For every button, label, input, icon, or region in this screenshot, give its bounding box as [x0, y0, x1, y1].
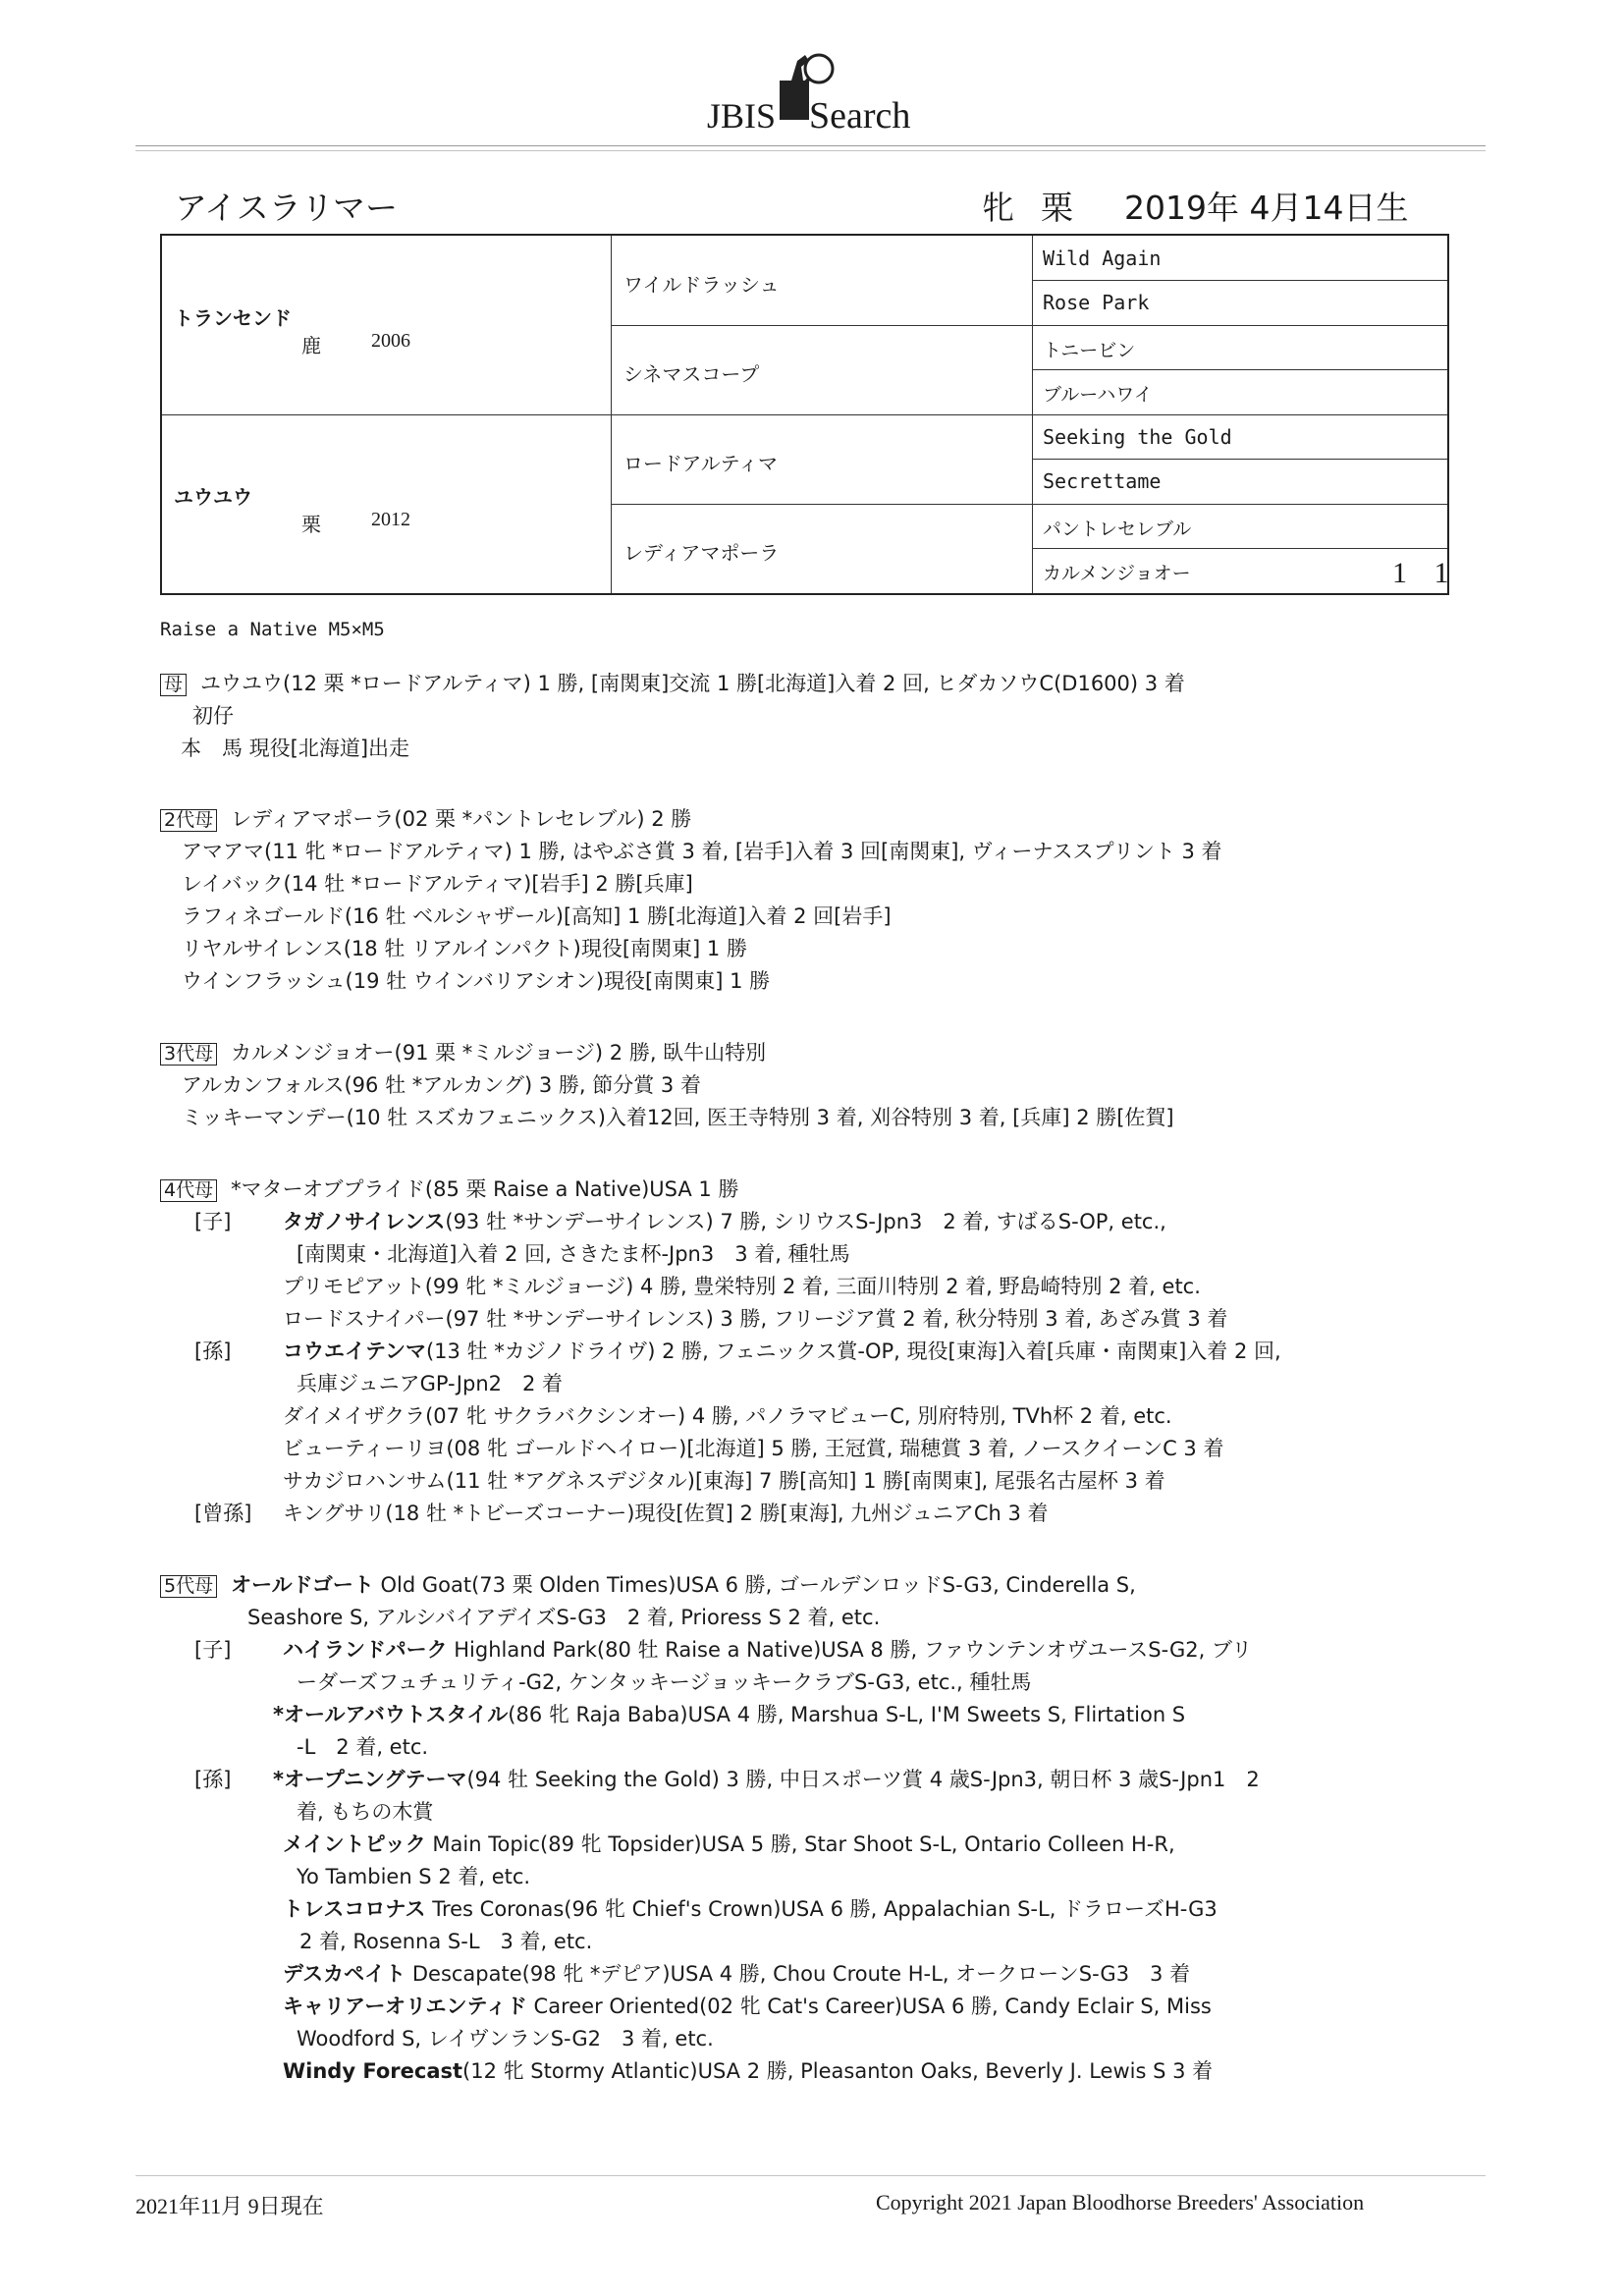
pedigree-gen3: Secrettame	[1043, 469, 1162, 493]
family-gen5-line: ハイランドパーク Highland Park(80 牡 Raise a Native)USA 8 勝, ファウンテンオヴユースS-G2, ブリ	[283, 1638, 1253, 1662]
logo-wordmark	[707, 94, 910, 137]
family-gen4-line: コウエイテンマ(13 牡 *カジノドライヴ) 2 勝, フェニックス賞-OP, 現役[東海]入着[兵庫・南関東]入着 2 回,	[283, 1339, 1281, 1363]
family-gen4-line: *マターオブプライド(85 栗 Raise a Native)USA 1 勝	[231, 1177, 739, 1201]
pedigree-gen3: Rose Park	[1043, 291, 1150, 314]
pedigree-gen2: ロードアルティマ	[623, 452, 778, 475]
header-rule-2	[135, 150, 1486, 151]
pedigree-mark: 1 1	[1392, 557, 1459, 589]
horse-name-bold: コウエイテンマ	[283, 1339, 426, 1363]
family-gen5-line: メイントピック Main Topic(89 牝 Topsider)USA 5 勝, Star Shoot S-L, Ontario Colleen H-R,	[283, 1832, 1175, 1856]
family-gen3-line: カルメンジョオー(91 栗 *ミルジョージ) 2 勝, 臥牛山特別	[231, 1041, 767, 1065]
horse-name-bold: トレスコロナス	[283, 1897, 426, 1921]
family-dam-line: 本 馬 現役[北海道]出走	[181, 737, 410, 760]
family-dam-line: ユウユウ(12 栗 *ロードアルティマ) 1 勝, [南関東]交流 1 勝[北海道]入着 2 回, ヒダカソウC(D1600) 3 着	[200, 672, 1185, 695]
family-gen4-label: [孫]	[194, 1339, 232, 1363]
family-gen5-line: *オールアバウトスタイル(86 牝 Raja Baba)USA 4 勝, Marshua S-L, I'M Sweets S, Flirtation S	[273, 1703, 1186, 1726]
horse-name-bold: デスカペイト	[283, 1962, 406, 1986]
pedigree-gen3: カルメンジョオー	[1043, 563, 1191, 584]
family-gen4-line: プリモピアット(99 牝 *ミルジョージ) 4 勝, 豊栄特別 2 着, 三面川特別 2 着, 野島崎特別 2 着, etc.	[283, 1275, 1201, 1298]
pedigree-gen3: Seeking the Gold	[1043, 425, 1232, 449]
family-gen2-line: リヤルサイレンス(18 牡 リアルインパクト)現役[南関東] 1 勝	[182, 937, 747, 960]
pedigree-gen3: トニービン	[1043, 340, 1136, 361]
horse-birthdate: 2019年 4月14日生	[1124, 189, 1409, 227]
horse-name-bold: タガノサイレンス	[283, 1210, 446, 1233]
horse-color: 栗	[1041, 189, 1073, 227]
pedigree-sire-name: トランセンド	[174, 306, 292, 330]
footer-rule	[135, 2175, 1486, 2176]
family-gen4-label: [子]	[194, 1210, 232, 1233]
family-gen5-line: 着, もちの木賞	[297, 1800, 434, 1824]
family-gen4-line: ロードスナイパー(97 牡 *サンデーサイレンス) 3 勝, フリージア賞 2 着, 秋分特別 3 着, あざみ賞 3 着	[283, 1307, 1228, 1331]
family-dam-heading	[160, 674, 1185, 696]
family-gen3-line: ミッキーマンデー(10 牡 スズカフェニックス)入着12回, 医王寺特別 3 着, 刈谷特別 3 着, [兵庫] 2 勝[佐賀]	[182, 1106, 1174, 1129]
family-gen4-heading	[160, 1179, 738, 1202]
family-gen3-heading	[160, 1043, 766, 1066]
horse-name: アイスラリマー	[175, 189, 399, 227]
section-tag: 4代母	[160, 1179, 217, 1202]
pedigree-gen2: レディアマポーラ	[623, 541, 780, 565]
pedigree-divider	[1032, 280, 1447, 281]
family-gen5-line: Windy Forecast(12 牝 Stormy Atlantic)USA 2 勝, Pleasanton Oaks, Beverly J. Lewis S 3 着	[283, 2059, 1214, 2083]
pedigree-dam-year: 2012	[371, 509, 410, 530]
pedigree-sire-year: 2006	[371, 330, 410, 352]
pedigree-divider	[1032, 548, 1447, 549]
horse-name-bold: オールドゴート	[231, 1573, 374, 1597]
pedigree-gen2: シネマスコープ	[623, 362, 760, 386]
pedigree-divider	[611, 504, 1447, 505]
family-gen4-line: 兵庫ジュニアGP-Jpn2 2 着	[297, 1372, 564, 1395]
horse-name-bold: *オープニングテーマ	[273, 1768, 467, 1791]
horse-sex: 牝	[982, 189, 1018, 227]
family-dam-line: 初仔	[192, 704, 234, 728]
family-gen4-line: ダイメイザクラ(07 牝 サクラバクシンオー) 4 勝, パノラマビューC, 別府特別, TVh杯 2 着, etc.	[283, 1404, 1172, 1428]
family-gen5-line: Old Goat(73 栗 Olden Times)USA 6 勝, ゴールデンロッドS-G3, Cinderella S,	[373, 1573, 1136, 1597]
family-gen2-line: レイバック(14 牡 *ロードアルティマ)[岩手] 2 勝[兵庫]	[182, 872, 693, 896]
header-rule	[135, 145, 1486, 146]
family-gen5-line: キャリアーオリエンティド Career Oriented(02 牝 Cat's Career)USA 6 勝, Candy Eclair S, Miss	[283, 1995, 1212, 2018]
family-gen2-line: ウインフラッシュ(19 牡 ウインバリアシオン)現役[南関東] 1 勝	[182, 969, 771, 993]
pedigree-gen3: Wild Again	[1043, 246, 1162, 270]
pedigree-dam-color: 栗	[301, 515, 321, 536]
family-gen4-line: ビューティーリヨ(08 牝 ゴールドヘイロー)[北海道] 5 勝, 王冠賞, 瑞穂賞 3 着, ノースクイーンC 3 着	[283, 1437, 1224, 1460]
pedigree-gen2: ワイルドラッシュ	[623, 273, 780, 297]
inbreeding-note: Raise a Native M5×M5	[160, 619, 385, 640]
family-gen2-line: レディアマポーラ(02 栗 *パントレセレブル) 2 勝	[231, 807, 692, 831]
family-gen5-line: -L 2 着, etc.	[297, 1735, 429, 1759]
family-gen5-line: Yo Tambien S 2 着, etc.	[297, 1865, 531, 1888]
pedigree-gen3: ブルーハワイ	[1043, 384, 1153, 406]
logo-text-jbis: JBIS	[707, 96, 777, 136]
family-gen5-label: [孫]	[194, 1768, 232, 1791]
horse-name-bold: キャリアーオリエンティド	[283, 1995, 527, 2018]
family-gen4-line: [南関東・北海道]入着 2 回, さきたま杯-Jpn3 3 着, 種牡馬	[297, 1242, 850, 1266]
family-gen4-label: [曾孫]	[194, 1502, 252, 1525]
family-gen5-line: Woodford S, レイヴンランS-G2 3 着, etc.	[297, 2027, 714, 2050]
horse-name-bold: ハイランドパーク	[283, 1638, 448, 1662]
pedigree-divider	[611, 325, 1447, 326]
pedigree-sire-color: 鹿	[301, 336, 321, 357]
family-gen5-line: *オープニングテーマ(94 牡 Seeking the Gold) 3 勝, 中日スポーツ賞 4 歳S-Jpn3, 朝日杯 3 歳S-Jpn1 2	[273, 1768, 1260, 1791]
family-gen5-line: ーダーズフュチュリティ-G2, ケンタッキージョッキークラブS-G3, etc., 種牡馬	[297, 1670, 1032, 1694]
horse-name-bold: Windy Forecast	[283, 2059, 463, 2083]
footer-copyright: Copyright 2021 Japan Bloodhorse Breeders' Association	[876, 2190, 1365, 2214]
section-tag: 5代母	[160, 1575, 217, 1598]
family-gen2-line: ラフィネゴールド(16 牡 ベルシャザール)[高知] 1 勝[北海道]入着 2 回[岩手]	[182, 904, 892, 928]
family-gen3-line: アルカンフォルス(96 牡 *アルカング) 3 勝, 節分賞 3 着	[182, 1073, 701, 1097]
pedigree-dam-name: ユウユウ	[174, 485, 252, 509]
pedigree-divider	[1032, 369, 1447, 370]
family-gen2-line: アマアマ(11 牝 *ロードアルティマ) 1 勝, はやぶさ賞 3 着, [岩手]入着 3 回[南関東], ヴィーナススプリント 3 着	[182, 840, 1222, 863]
horse-name-bold: *オールアバウトスタイル	[273, 1703, 509, 1726]
family-gen4-line: キングサリ(18 牡 *トビーズコーナー)現役[佐賀] 2 勝[東海], 九州ジュニアCh 3 着	[283, 1502, 1049, 1525]
logo-text-search: Search	[809, 95, 911, 137]
family-gen5-line: Seashore S, アルシバイアデイズS-G3 2 着, Prioress S 2 着, etc.	[247, 1606, 881, 1629]
section-tag: 2代母	[160, 809, 217, 832]
family-gen2-heading	[160, 809, 691, 832]
family-gen4-line: タガノサイレンス(93 牡 *サンデーサイレンス) 7 勝, シリウスS-Jpn3 2 着, すばるS-OP, etc.,	[283, 1210, 1166, 1233]
section-tag: 3代母	[160, 1043, 217, 1066]
family-gen5-heading	[160, 1575, 1136, 1598]
family-gen5-label: [子]	[194, 1638, 232, 1662]
family-gen5-line: トレスコロナス Tres Coronas(96 牝 Chief's Crown)USA 6 勝, Appalachian S-L, ドラローズH-G3	[283, 1897, 1218, 1921]
pedigree-table	[160, 234, 1449, 595]
family-gen5-line: 2 着, Rosenna S-L 3 着, etc.	[299, 1930, 593, 1953]
footer-date: 2021年11月 9日現在	[135, 2194, 324, 2218]
family-gen5-line: デスカペイト Descapate(98 牝 *デピア)USA 4 勝, Chou Croute H-L, オークローンS-G3 3 着	[283, 1962, 1191, 1986]
pedigree-divider	[162, 414, 1447, 415]
section-tag: 母	[160, 674, 187, 696]
horse-name-bold: メイントピック	[283, 1832, 426, 1856]
family-gen4-line: サカジロハンサム(11 牡 *アグネスデジタル)[東海] 7 勝[高知] 1 勝[南関東], 尾張名古屋杯 3 着	[283, 1469, 1165, 1493]
pedigree-gen3: パントレセレブル	[1043, 519, 1192, 540]
pedigree-divider	[1032, 459, 1447, 460]
